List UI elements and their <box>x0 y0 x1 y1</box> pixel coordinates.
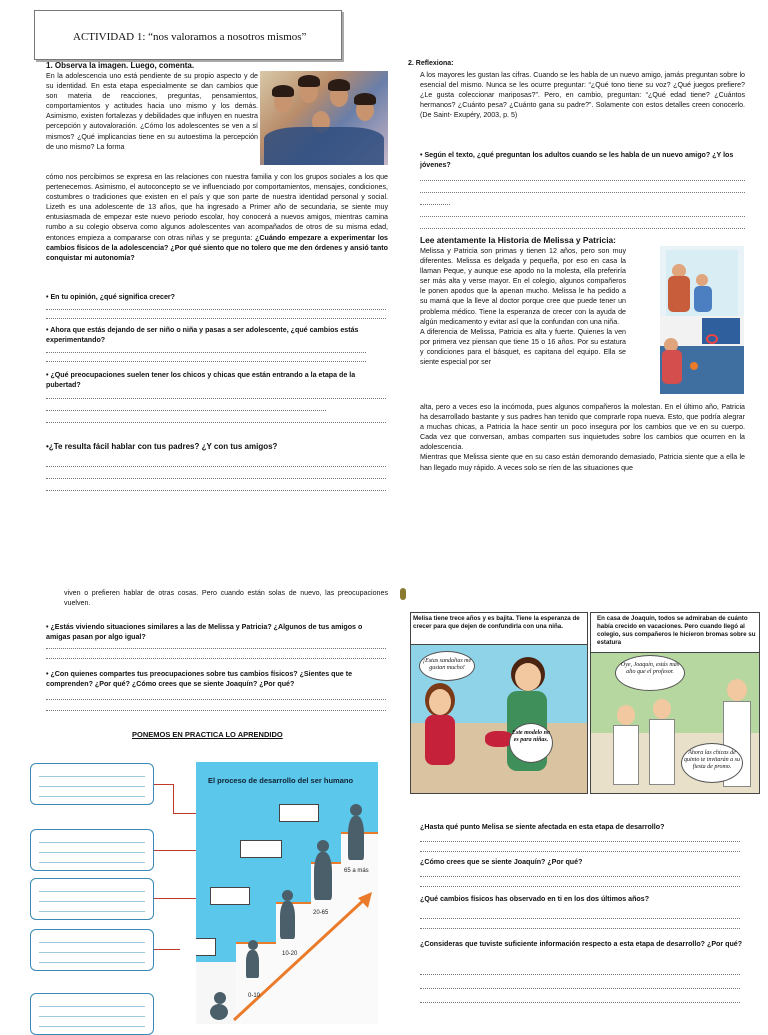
comic-caption-joaquin: En casa de Joaquín, todos se admiraban de cuánto había crecido en vacaciones. Pero cuando llegó al colegio, sus compañeros le hicieron bromas sobre su estatura <box>597 615 756 646</box>
answer-box-4[interactable] <box>30 929 154 971</box>
stage-box-2[interactable] <box>240 840 282 858</box>
age-label-10-20: 10-20 <box>282 951 298 957</box>
speech-bubble-3: Oye, Joaquín, estás más alto que el profesor. <box>615 655 685 691</box>
question-parents: •¿Te resulta fácil hablar con tus padres? ¿Y con tus amigos? <box>46 442 278 451</box>
development-infographic <box>196 762 378 1024</box>
saint-exupery-quote: A los mayores les gustan las cifras. Cuando se les habla de un nuevo amigo, jamás preguntan sobre lo esencial del mismo. Nunca se les ocurre preguntar: “¿Qué tono tiene su voz? ¿Qué juegos prefiere? ¿Le gusta coleccionar mariposas?”. Pero, en cambio, preguntan: “¿Qué edad tiene? ¿Cuántos hermanos? ¿Cuánto pesa? ¿Cuánto gana su padre?”. Solamente con estos detalles creen conocerlo. (De Saint- Exupéry, 2003, p. 5) <box>420 71 745 120</box>
q2-heading: 2. Reflexiona: <box>408 60 454 67</box>
story-paragraph-4: Mientras que Melissa siente que en su caso están demorando demasiado, Patricia siente que a ella le han llegado muy rápido. A veces solo se ríen de las situaciones que <box>420 453 745 472</box>
basketball-illustration <box>660 246 744 394</box>
page-marker <box>400 588 406 600</box>
answer-box-2[interactable] <box>30 829 154 871</box>
story-paragraph-1: Melissa y Patricia son primas y tienen 12 años, pero son muy diferentes. Melissa es delgada y pequeña, por eso en casa la llaman Peque, y aunque ese apodo no la molesta, ella preferiría ser más alta y verse mayor. En el colegio, algunos compañeros le ponen apodos que la apenan mucho. Melissa le ha pedido a su mamá que la lleve al doctor porque cree que puede tener un problema médico. Tiene la esperanza de crecer con la ayuda de algún medicamento y evitar así que la confundan con una niña. <box>420 247 626 326</box>
activity-title-box <box>34 10 342 60</box>
speech-bubble-1: ¡Estas sandalias me gustan mucho! <box>419 651 475 681</box>
age-label-20-65: 20-65 <box>313 910 329 916</box>
answer-box-5[interactable] <box>30 993 154 1035</box>
question-grow: • En tu opinión, ¿qué significa crecer? <box>46 293 176 301</box>
question-similar: • ¿Estás viviendo situaciones similares a las de Melissa y Patricia? ¿Algunos de tus amigos o amigas pasan por algo igual? <box>46 623 363 641</box>
question-worries: • ¿Qué preocupaciones suelen tener los chicos y chicas que están entrando a la etapa de la pubertad? <box>46 371 356 389</box>
question-physical-changes: ¿Qué cambios físicos has observado en ti en los dos últimos años? <box>420 895 650 903</box>
activity-title: ACTIVIDAD 1: “nos valoramos a nosotros mismos” <box>73 31 307 43</box>
question-joaquin: ¿Cómo crees que se siente Joaquín? ¿Por qué? <box>420 858 583 866</box>
intro-paragraph-full: cómo nos percibimos se expresa en las relaciones con nuestra familia y con los grupos sociales a los que pertenecemos. Asimismo, el autoconcepto se ve influenciado por comportamientos, mensajes, condiciones, costumbres o tradiciones que existen en el país y que son parte de nuestra identidad personal y social. Lizeth es una adolescente de 13 años, que ha ingresado a Primer año de secundaria, se siente muy entusiasmada de empezar este nuevo periodo escolar, hoy conocerá a nuevos amigos, mientras camina rumbo a su colegio observa como algunos adolescentes van acompañados de otros de su misma edad, entonces empieza a compararse con otras niñas y se pregunta: <box>46 173 388 242</box>
story-continuation: viven o prefieren hablar de otras cosas. Pero cuando están solas de nuevo, las preocupaciones vuelven. <box>64 589 388 608</box>
speech-bubble-2: Este modelo no es para niñas. <box>509 723 553 763</box>
question-information: ¿Consideras que tuviste suficiente información respecto a esta etapa de desarrollo? ¿Por qué? <box>420 940 743 948</box>
intro-paragraph-wrapped: En la adolescencia uno está pendiente de su propio aspecto y de su identidad. En esta etapa especialmente se dan cambios que son materia de reacciones, preguntas, pensamientos, comportamientos y actitudes hacia uno mismo y los demás. Asimismo, existen fortalezas y debilidades que influyen en nuestra percepción y autovaloración. ¿Cómo los adolescentes se ven a sí mismos? ¿Qué implicancias tiene en su autoestima la percepción de uno mismo? La forma <box>46 72 258 151</box>
q1-heading: 1. Observa la imagen. Luego, comenta. <box>46 61 195 70</box>
stage-box-3[interactable] <box>210 887 250 905</box>
question-share: • ¿Con quienes compartes tus preocupaciones sobre tus cambios físicos? ¿Sientes que te comprenden? ¿Por qué? ¿Cómo crees que se siente Joaquín? ¿Por qué? <box>46 670 353 688</box>
stage-box-4[interactable] <box>196 938 216 956</box>
answer-box-3[interactable] <box>30 878 154 920</box>
story-paragraph-3: alta, pero a veces eso la incómoda, pues algunos compañeros la molestan. En el último año, Patricia ha desarrollado bastante y sus padres han tenido que comprarle ropa nueva. Esto, que podría alegrar a muchas chicas, a Patricia la hace sentir un poco insegura por los cambios que ve en su cuerpo. Cada vez que conversan, ambas comparten sus inquietudes sobre los cambios que ocurren en la adolescencia. <box>420 403 745 452</box>
comic-panel-joaquin <box>590 612 760 794</box>
age-label-65: 65 a más <box>344 868 369 874</box>
question-adults: • Según el texto, ¿qué preguntan los adultos cuando se les habla de un nuevo amigo? ¿Y los jóvenes? <box>420 151 734 169</box>
speech-bubble-4: Ahora las chicas de quinto te invitarán a su fiesta de promo. <box>681 743 743 783</box>
comic-caption-melisa: Melisa tiene trece años y es bajita. Tiene la esperanza de crecer para que dejen de confundirla con una niña. <box>413 615 580 630</box>
teens-photo <box>260 71 388 165</box>
question-melisa: ¿Hasta qué punto Melisa se siente afectada en esta etapa de desarrollo? <box>420 823 665 831</box>
answer-box-1[interactable] <box>30 763 154 805</box>
story-paragraph-2: A diferencia de Melissa, Patricia es alta y fuerte. Quienes la ven por primera vez piensan que tiene 15 o 16 años. Por su estatura y condiciones para el básquet, es capitana del equipo. Ella se siente especial por ser <box>420 327 626 367</box>
story-heading: Lee atentamente la Historia de Melissa y Patricia: <box>420 235 616 245</box>
practice-heading: PONEMOS EN PRACTICA LO APRENDIDO <box>132 730 283 739</box>
infographic-title: El proceso de desarrollo del ser humano <box>208 776 354 785</box>
stage-box-1[interactable] <box>279 804 319 822</box>
intro-bold-questions: ¿Cuándo empezare a experimentar los cambios físicos de la adolescencia? ¿Por qué siento que no tolero que me den órdenes y ansió tanto conquistar mi autonomía? <box>46 233 388 262</box>
comic-panel-melisa <box>410 612 588 794</box>
age-label-0-10: 0-10 <box>248 993 261 999</box>
question-changes: • Ahora que estás dejando de ser niño o niña y pasas a ser adolescente, ¿qué cambios estás experimentando? <box>46 326 359 344</box>
